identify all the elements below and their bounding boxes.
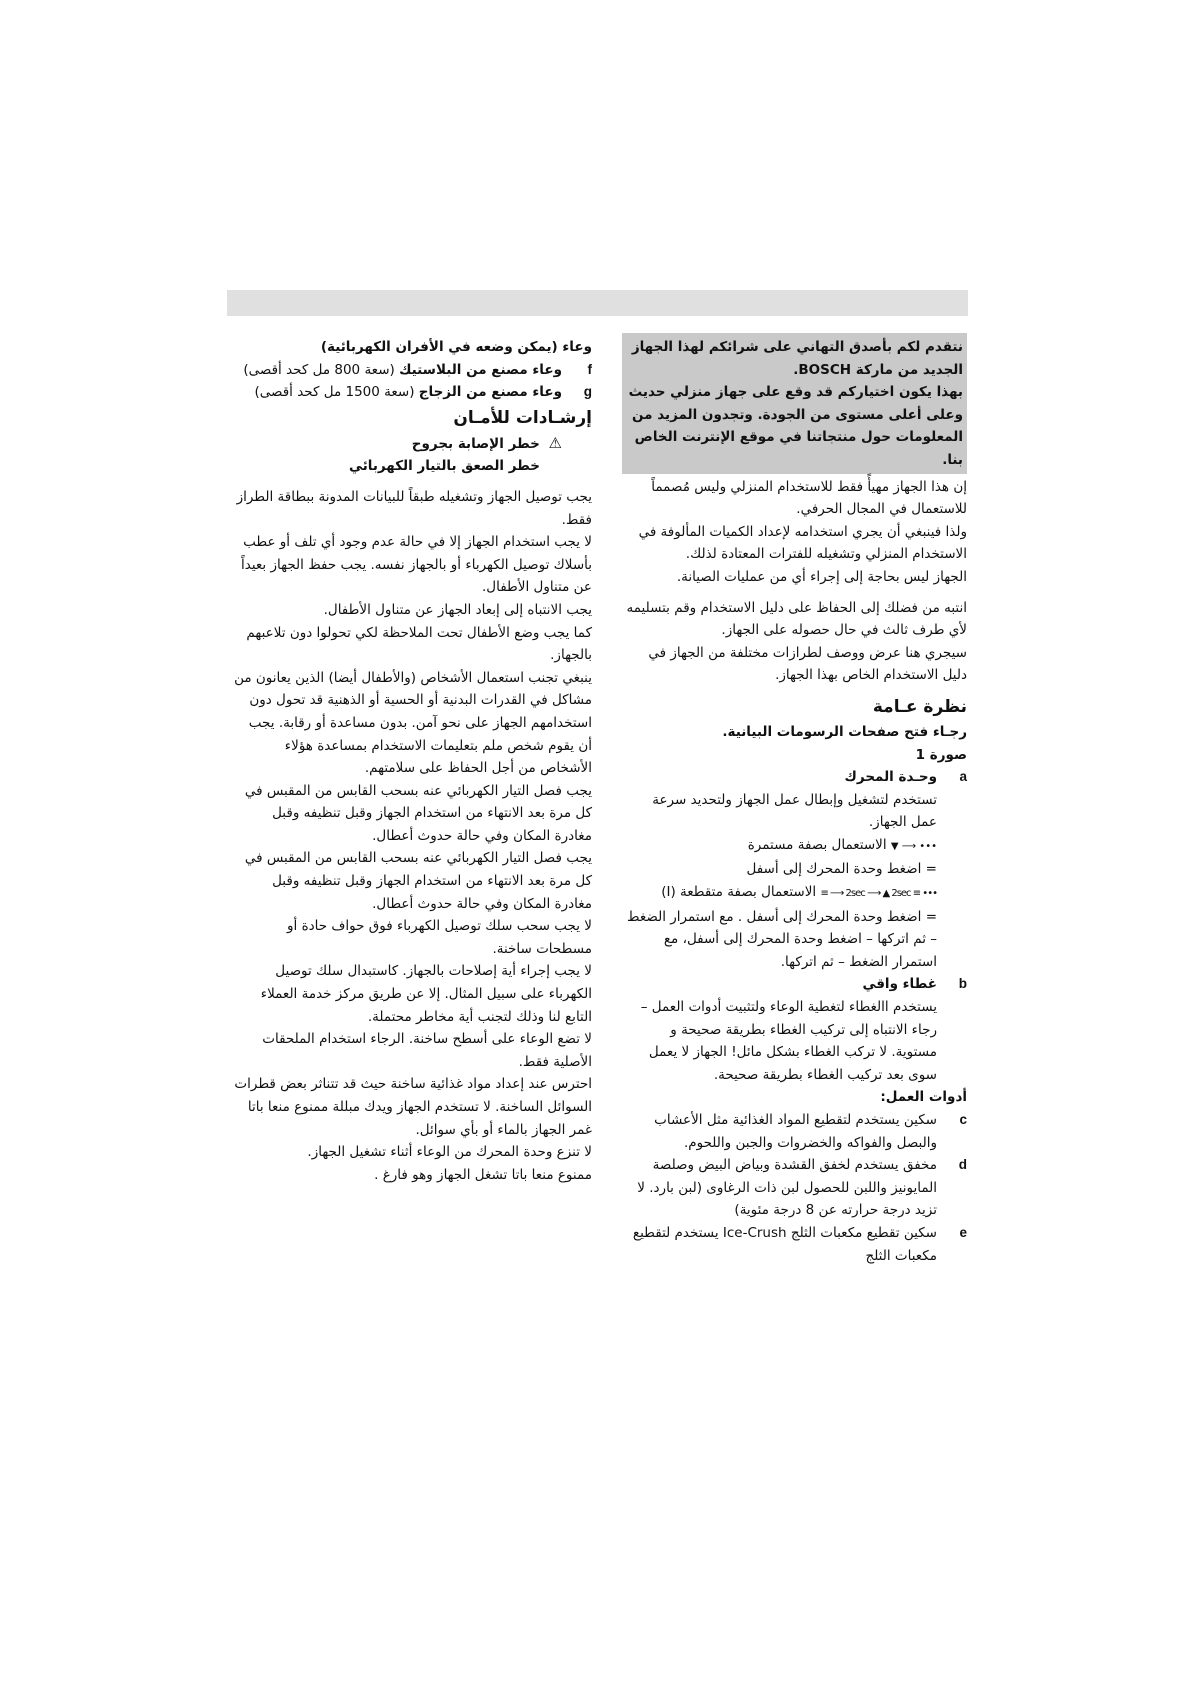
item-a-desc: تستخدم لتشغيل وإبطال عمل الجهاز ولتحديد سرعة عمل الجهاز. [652, 791, 937, 831]
continued-line: وعاء (يمكن وضعه في الأفران الكهربائية) [320, 339, 592, 355]
warning-injury-label: خطر الإصابة بجروح [411, 435, 540, 452]
paragraph: الجهاز ليس بحاجة إلى إجراء أي من عمليات الصيانة. [676, 568, 967, 585]
item-d-desc: مخفق يستخدم لخفق القشدة وبياض البيض وصلصة المايونيز واللبن للحصول لبن ذات الرغاوى (لبن بارد. لا تزيد درجة حرارته عن 8 درجة مئوية) [637, 1157, 937, 1219]
paragraph: ولذا فينبغي أن يجري استخدامه لإعداد الكميات المألوفة في الاستخدام المنزلي وتشغيله للفترات المعتادة لذلك. [638, 523, 967, 563]
safety-paragraph: يجب فصل التيار الكهربائي عنه بسحب القابس من المقبس في كل مرة بعد الانتهاء من استخدام الجهاز وقبل تنظيفه وقبل مغادرة المكان وفي حالة حدوث أعطال. [244, 850, 592, 912]
overview-instruction: رجـاء فتح صفحات الرسومات البيانية. [722, 723, 967, 740]
safety-paragraph: يجب فصل التيار الكهربائي عنه بسحب القابس من المقبس في كل مرة بعد الانتهاء من استخدام الجهاز وقبل تنظيفه وقبل مغادرة المكان وفي حالة حدوث أعطال. [244, 782, 592, 844]
continuous-mode-label: الاستعمال بصفة مستمرة [747, 836, 887, 853]
item-f-title: وعاء مصنع من البلاستيك [399, 361, 562, 378]
item-e-letter: e [959, 1224, 967, 1240]
intro-line-1: نتقدم لكم بأصدق التهاني على شرائكم لهذا الجهاز الجديد من ماركة BOSCH. [631, 339, 963, 378]
safety-paragraph: ينبغي تجنب استعمال الأشخاص (والأطفال أيضا) الذين يعانون من مشاكل في القدرات البدنية أو الحسية أو الذهنية قد تحول دون استخدامهم الجهاز على نحو آمن. بدون مساعدة أو رقابة. يجب أن يقوم شخص ملم بتعليمات الاستخدام بمساعدة هؤلاء الأشخاص من أجل الحفاظ على سلامتهم. [234, 669, 592, 777]
paragraph: سيجري هنا عرض ووصف لطرازات مختلفة من الجهاز في دليل الاستخدام الخاص بهذا الجهاز. [648, 644, 967, 684]
item-c-letter: c [959, 1112, 967, 1127]
item-d [622, 1154, 967, 1222]
safety-paragraph: لا تنزع وحدة المحرك من الوعاء أثناء تشغيل الجهاز. [307, 1144, 592, 1161]
figure-label: صورة 1 [915, 746, 967, 763]
item-g-letter: g [583, 384, 592, 400]
paragraph: انتبه من فضلك إلى الحفاظ على دليل الاستخدام وقم بتسليمه لأي طرف ثالث في حال حصوله على الجهاز. [626, 599, 967, 639]
item-a-title: وحـدة المحرك [844, 769, 937, 786]
pulse-mode-label: الاستعمال بصفة متقطعة (I) [661, 884, 817, 901]
tools-heading: أدوات العمل: [880, 1089, 967, 1106]
warning-injury [232, 432, 592, 456]
paragraph: إن هذا الجهاز مهيأً فقط للاستخدام المنزلي وليس مُصمماً للاستعمال في المجال الحرفي. [651, 478, 967, 518]
safety-paragraph: احترس عند إعداد مواد غذائية ساخنة حيث قد تتناثر بعض قطرات السوائل الساخنة. لا تستخدم الجهاز ويدك مبللة ممنوع منعا باتا غمر الجهاز بالماء أو بأي سوائل. [234, 1076, 592, 1138]
item-f-letter: f [587, 361, 592, 377]
intro-box [622, 333, 967, 474]
safety-paragraph: يجب توصيل الجهاز وتشغيله طبقاً للبيانات المدونة ببطاقة الطراز فقط. [236, 488, 592, 528]
pulse-mode-desc: = اضغط وحدة المحرك إلى أسفل . مع استمرار الضغط – ثم اتركها – اضغط وحدة المحرك إلى أسفل، مع استمرار الضغط – ثم اتركها. [627, 908, 937, 970]
item-f [232, 359, 592, 382]
item-c-desc: سكين يستخدم لتقطيع المواد الغذائية مثل الأعشاب والبصل والفواكه والخضروات والجبن واللحوم. [654, 1112, 937, 1151]
continuous-mode-icon: ••• ⟶ ▼ [890, 840, 937, 852]
safety-paragraph: ممنوع منعا باتا تشغل الجهاز وهو فارغ . [374, 1166, 592, 1183]
item-c [622, 1109, 967, 1154]
safety-paragraph: لا يجب إجراء أية إصلاحات بالجهاز. كاستبدال سلك توصيل الكهرباء على سبيل المثال. إلا عن طريق مركز خدمة العملاء التابع لنا وذلك لتجنب أية مخاطر محتملة. [260, 963, 592, 1025]
item-g-title: وعاء مصنع من الزجاج [418, 384, 562, 401]
warning-electric: خطر الصعق بالتيار الكهربائي [349, 458, 540, 475]
safety-heading: إرشـادات للأمـان [453, 407, 592, 428]
safety-paragraph: لا تضع الوعاء على أسطح ساخنة. الرجاء استخدام الملحقات الأصلية فقط. [262, 1031, 592, 1070]
pulse-mode-icon: ••• ≡ 2sec ⟶ ▲ 2sec ⟶ ≡ [820, 888, 937, 900]
warning-triangle-icon: ⚠ [548, 433, 562, 452]
safety-paragraph: كما يجب وضع الأطفال تحت الملاحظة لكي تحولوا دون تلاعبهم بالجهاز. [246, 624, 592, 664]
item-d-letter: d [958, 1157, 967, 1173]
item-g [232, 381, 592, 404]
item-f-desc: (سعة 800 مل كحد أقصى) [243, 361, 395, 378]
left-column [232, 336, 592, 1186]
item-b-letter: b [958, 976, 967, 992]
right-column [622, 333, 967, 1267]
item-a-letter: a [959, 769, 967, 785]
intro-line-2: بهذا يكون اختياركم قد وقع على جهاز منزلي حديث وعلى أعلى مستوى من الجودة. وتجدون المزيد من المعلومات حول منتجاتنا في موقع الإنترنت الخاص بنا. [628, 384, 963, 468]
safety-paragraph: لا يجب استخدام الجهاز إلا في حالة عدم وجود أي تلف أو عطب بأسلاك توصيل الكهرباء أو بالجهاز نفسه. يجب حفظ الجهاز بعيداً عن متناول الأطفال. [241, 534, 592, 596]
safety-paragraph: يجب الانتباه إلى إبعاد الجهاز عن متناول الأطفال. [323, 601, 592, 618]
item-g-desc: (سعة 1500 مل كحد أقصى) [254, 384, 415, 401]
continuous-mode [622, 834, 937, 859]
item-b-title: غطاء واقي [862, 976, 937, 993]
continuous-mode-desc: = اضغط وحدة المحرك إلى أسفل [746, 861, 937, 878]
overview-heading: نظرة عـامة [872, 696, 967, 717]
item-e-desc: سكين تقطيع مكعبات الثلج Ice-Crush يستخدم لتقطيع مكعبات الثلج [632, 1224, 937, 1264]
header-bar [227, 290, 968, 316]
item-b [622, 973, 967, 1086]
safety-paragraph: لا يجب سحب سلك توصيل الكهرباء فوق حواف حادة أو مسطحات ساخنة. [287, 918, 592, 957]
pulse-mode [622, 881, 937, 906]
item-b-desc: يستخدم االغطاء لتغطية الوعاء ولتثبيت أدوات العمل – رجاء الانتباه إلى تركيب الغطاء بطريقة صحيحة و مستوية. لا تركب الغطاء بشكل مائل! الجهاز لا يعمل سوى بعد تركيب الغطاء بطريقة صحيحة. [640, 999, 937, 1083]
item-e [622, 1222, 967, 1267]
item-a [622, 766, 967, 973]
